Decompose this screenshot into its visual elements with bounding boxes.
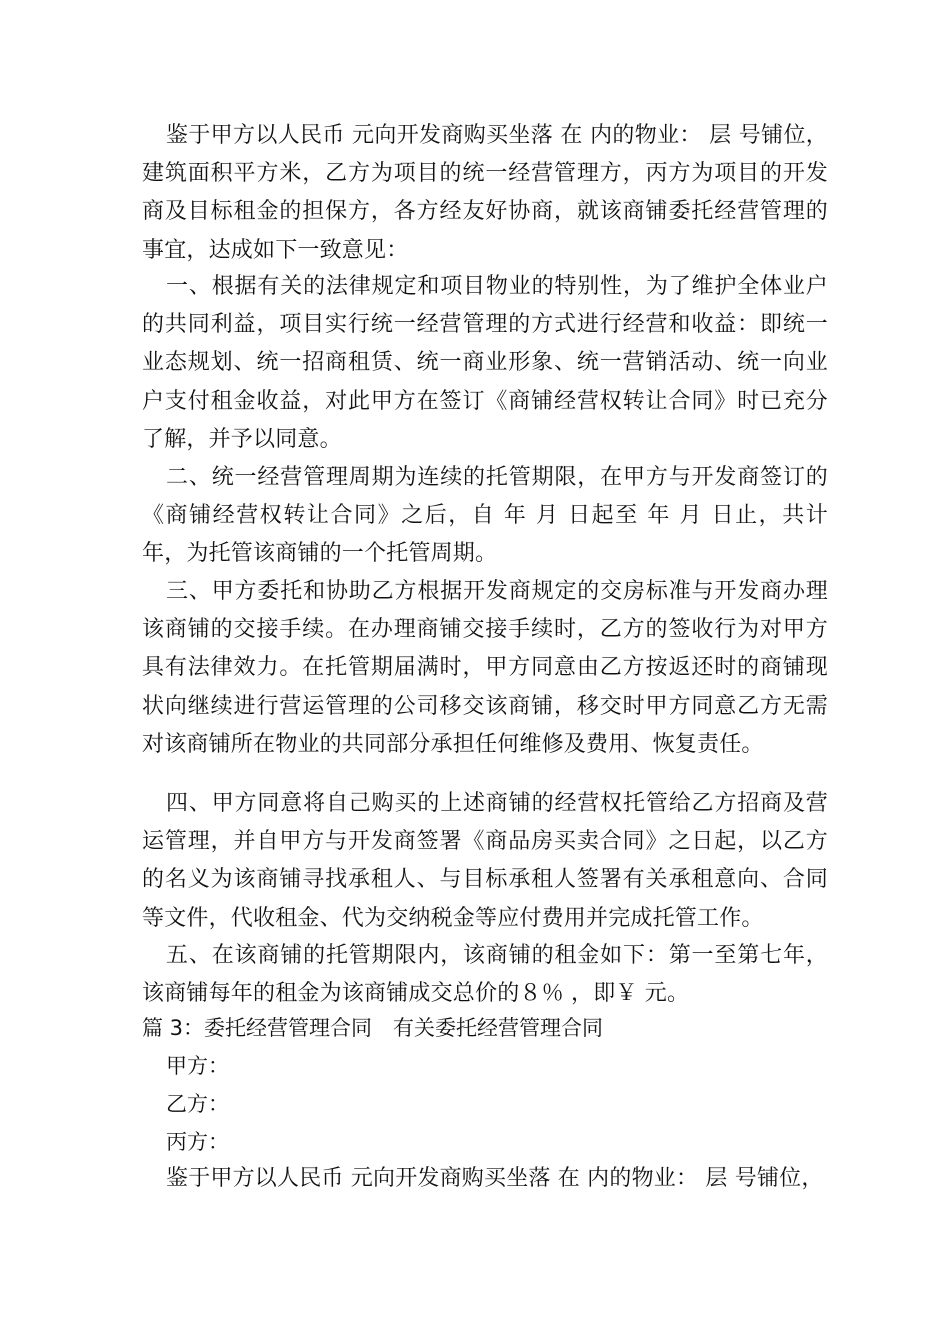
clause-2: 二、统一经营管理周期为连续的托管期限，在甲方与开发商签订的《商铺经营权转让合同》之后，自 年 月 日起至 年 月 日止，共计 年，为托管该商铺的一个托管周期。: [142, 465, 828, 567]
clause-3-block: [142, 573, 828, 764]
party-c-label: 丙方：: [166, 1130, 229, 1154]
intro-paragraph-block: [142, 117, 828, 270]
party-a-label: 甲方：: [166, 1054, 229, 1078]
party-b-label: 乙方：: [166, 1092, 229, 1116]
last-paragraph-block: [142, 1160, 828, 1198]
clause-2-block: [142, 459, 828, 574]
clause-4: 四、甲方同意将自己购买的上述商铺的经营权托管给乙方招商及营运管理，并自甲方与开发商签署《商品房买卖合同》之日起，以乙方的名义为该商铺寻找承租人、与目标承租人签署有关承租意向、合同等文件，代收租金、代为交纳税金等应付费用并完成托管工作。: [142, 791, 828, 931]
clause-5: 五、在该商铺的托管期限内，该商铺的租金如下：第一至第七年，该商铺每年的租金为该商铺成交总价的８％ ，即￥ 元。: [142, 943, 828, 1007]
clause-3: 三、甲方委托和协助乙方根据开发商规定的交房标准与开发商办理该商铺的交接手续。在办理商铺交接手续时，乙方的签收行为对甲方具有法律效力。在托管期届满时，甲方同意由乙方按返还时的商铺现状向继续进行营运管理的公司移交该商铺，移交时甲方同意乙方无需对该商铺所在物业的共同部分承担任何维修及费用、恢复责任。: [142, 579, 828, 757]
last-paragraph: 鉴于甲方以人民币 元向开发商购买坐落 在 内的物业： 层 号铺位，: [166, 1166, 824, 1191]
clause-1-block: [142, 268, 828, 459]
clause-4-block: [142, 785, 828, 938]
clause-5-block: [142, 937, 828, 1013]
intro-paragraph: 鉴于甲方以人民币 元向开发商购买坐落 在 内的物业： 层 号铺位，建筑面积平方米，乙方为项目的统一经营管理方，丙方为项目的开发商及目标租金的担保方，各方经友好协商，就该商铺委托经营管理的事宜，达成如下一致意见：: [142, 123, 828, 263]
clause-1: 一、根据有关的法律规定和项目物业的特别性，为了维护全体业户的共同利益，项目实行统一经营管理的方式进行经营和收益：即统一业态规划、统一招商租赁、统一商业形象、统一营销活动、统一向业户支付租金收益，对此甲方在签订《商铺经营权转让合同》时已充分了解，并予以同意。: [142, 274, 828, 452]
section-heading: 篇 3：委托经营管理合同 有关委托经营管理合同: [142, 1016, 604, 1040]
